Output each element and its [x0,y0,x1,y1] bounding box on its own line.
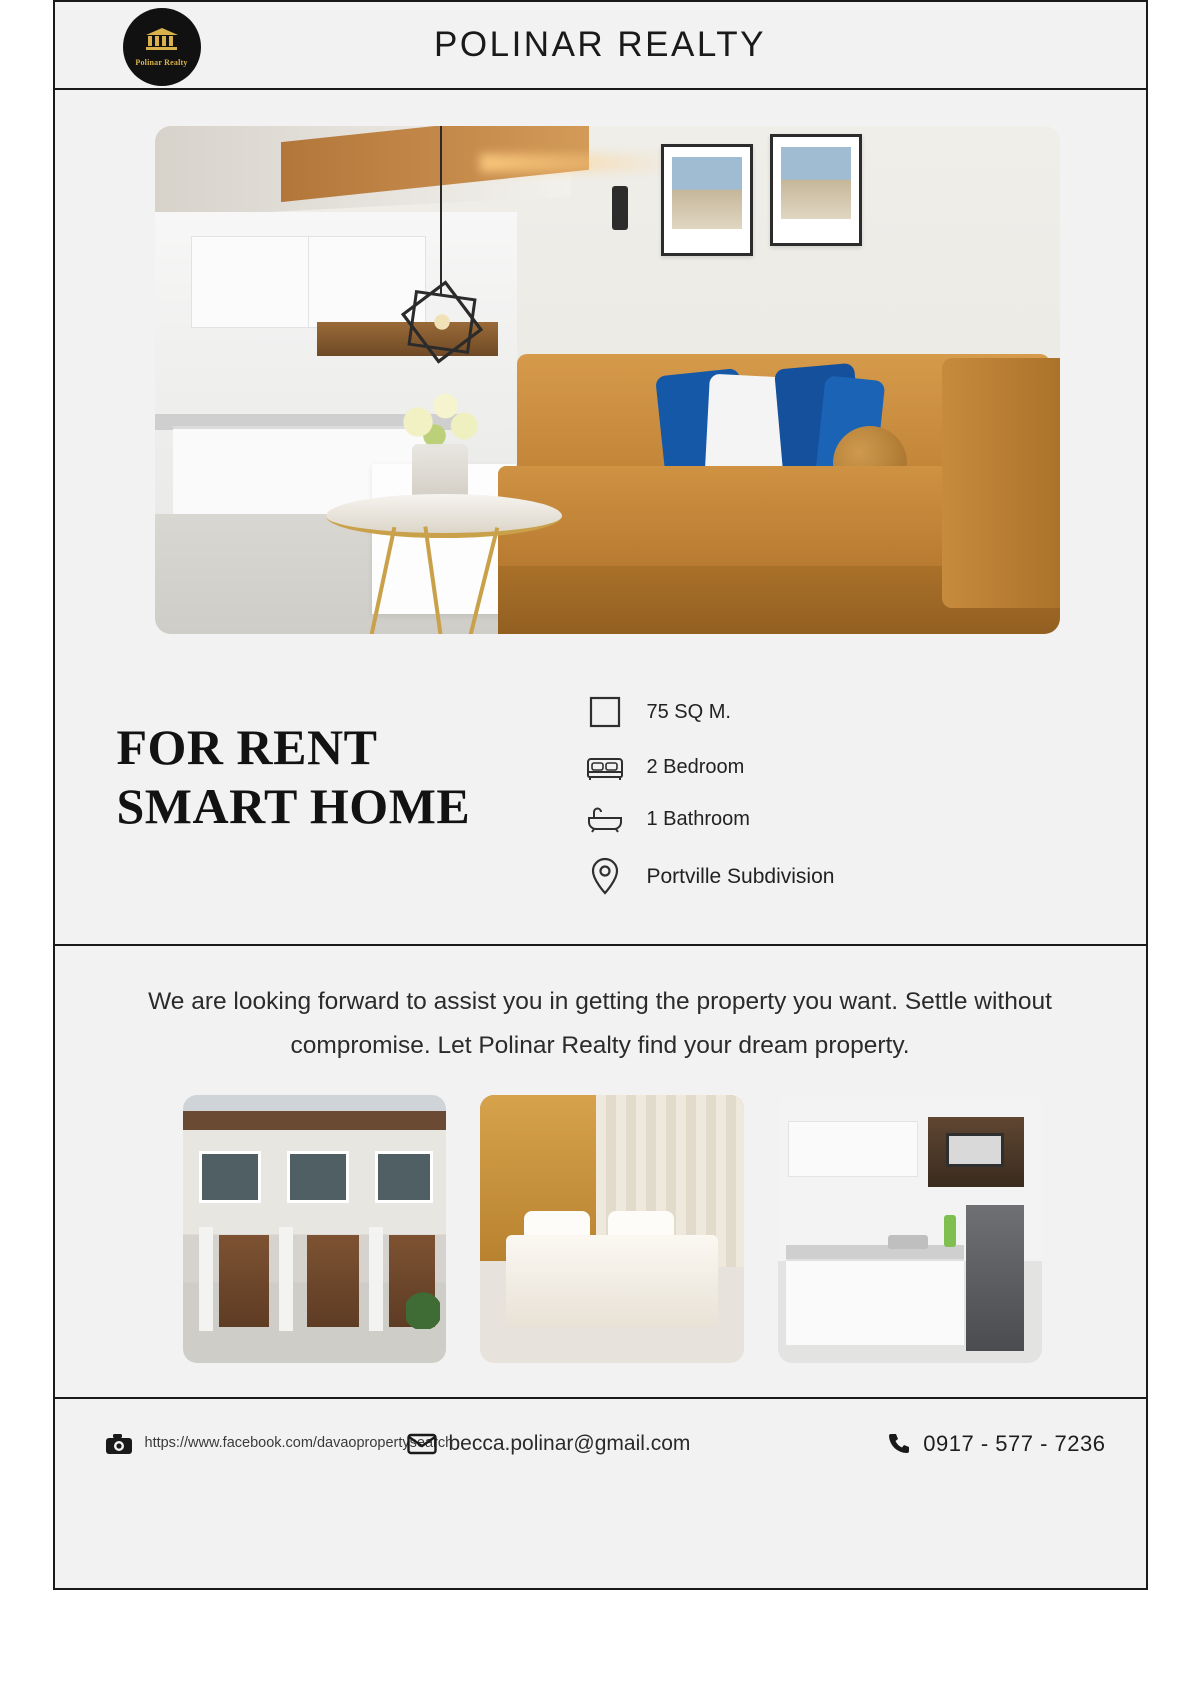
logo-wordmark: Polinar Realty [135,58,188,67]
spec-bathroom [577,804,835,834]
spec-location [577,856,835,898]
bed-icon [577,752,633,782]
listing-info [55,634,1146,944]
page-title: POLINAR REALTY [434,25,766,64]
hero-living-room-photo [155,126,1060,634]
spec-bedroom [577,752,835,782]
footer-facebook-url: https://www.facebook.com/davaopropertysearch [144,1435,454,1452]
location-pin-icon [577,856,633,898]
footer-phone[interactable] [887,1431,1105,1457]
camera-icon [105,1433,133,1455]
gallery-photo-bedroom [480,1095,744,1363]
footer-email[interactable] [407,1432,691,1456]
gallery-photo-kitchen [778,1095,1042,1363]
message-text: We are looking forward to assist you in getting the property you want. Settle without compromise. Let Polinar Realty find your dream property. [148,988,1052,1059]
spec-floor-area [577,694,835,730]
bank-building-icon [145,27,179,55]
headline-line-2: SMART HOME [116,778,471,834]
poster-header [55,2,1146,90]
phone-icon [887,1432,911,1456]
floor-area-icon [577,694,633,730]
envelope-icon [407,1433,437,1455]
spec-location-label: Portville Subdivision [646,865,835,888]
company-logo [123,8,201,86]
spec-bathroom-label: 1 Bathroom [646,807,750,830]
footer-facebook[interactable] [105,1433,454,1455]
photo-gallery [55,1067,1146,1363]
flyer-poster [53,0,1148,1590]
bathtub-icon [577,804,633,834]
hero-image-wrap [55,90,1146,634]
gallery-photo-facade [183,1095,447,1363]
footer-email-address: becca.polinar@gmail.com [448,1432,691,1456]
listing-headline [117,680,567,944]
spec-bedroom-label: 2 Bedroom [646,755,745,778]
headline-line-1: FOR RENT [116,719,378,775]
poster-footer [55,1399,1146,1489]
spec-floor-area-label: 75 SQ M. [646,700,731,723]
spec-list [577,680,835,944]
footer-phone-number: 0917 - 577 - 7236 [923,1431,1106,1457]
